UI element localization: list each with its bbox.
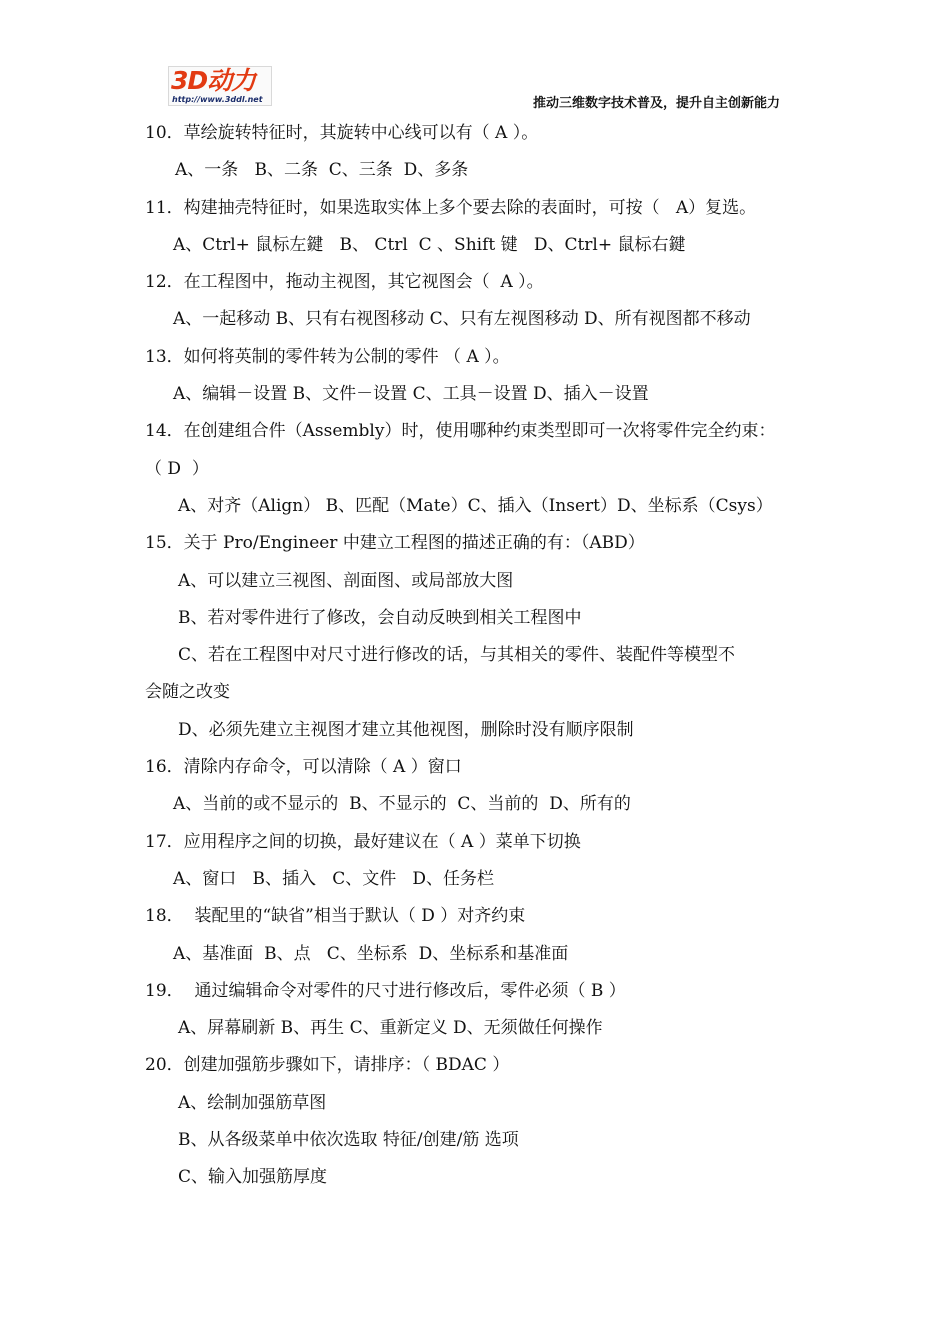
question-line: 10．草绘旋转特征时，其旋转中心线可以有（ A ）。 [145,123,539,143]
question-line: 18． 装配里的“缺省”相当于默认（ D ）对齐约束 [145,906,526,927]
option-line: A、对齐（Align） B、匹配（Mate）C、插入（Insert）D、坐标系（Csys） [178,495,773,516]
question-line: 会随之改变 [145,682,230,703]
question-line: 19． 通过编辑命令对零件的尺寸进行修改后，零件必须（ B ） [145,980,626,1001]
question-line: 12．在工程图中，拖动主视图，其它视图会（ A ）。 [145,272,544,293]
option-line: A、Ctrl+ 鼠标左鍵 B、 Ctrl C 、Shift 键 D、Ctrl+ 鼠标右鍵 [173,234,686,255]
option-line: B、若对零件进行了修改，会自动反映到相关工程图中 [178,607,582,628]
option-line: A、基准面 B、点 C、坐标系 D、坐标系和基准面 [173,943,569,964]
question-line: （ D ） [145,458,209,479]
option-line: A、窗口 B、插入 C、文件 D、任务栏 [173,868,495,889]
question-line: 15．关于 Pro/Engineer 中建立工程图的描述正确的有：（ABD） [145,533,645,554]
option-line: B、从各级菜单中依次选取 特征/创建/筋 选项 [178,1130,519,1151]
question-line: 16．清除内存命令，可以清除（ A ）窗口 [145,757,462,778]
document-body [145,115,815,1197]
question-line: 11．构建抽壳特征时，如果选取实体上多个要去除的表面时，可按（ A）复选。 [145,197,757,218]
option-line: C、输入加强筋厚度 [178,1167,328,1188]
logo-brand: 3D动力 [171,66,256,95]
question-line: 13．如何将英制的零件转为公制的零件 （ A ）。 [145,346,510,367]
logo [168,66,272,106]
option-line: C、若在工程图中对尺寸进行修改的话，与其相关的零件、装配件等模型不 [178,645,736,666]
question-line: 14．在创建组合件（Assembly）时，使用哪种约束类型即可一次将零件完全约束： [145,421,776,442]
option-line: A、绘制加强筋草图 [178,1092,327,1113]
option-line: D、必须先建立主视图才建立其他视图，删除时没有顺序限制 [178,719,634,740]
option-line: A、一起移动 B、只有右视图移动 C、只有左视图移动 D、所有视图都不移动 [173,309,751,330]
option-line: A、编辑－设置 B、文件－设置 C、工具－设置 D、插入－设置 [173,384,649,405]
header-slogan: 推动三维数字技术普及，提升自主创新能力 [532,96,780,111]
option-line: A、屏幕刷新 B、再生 C、重新定义 D、无须做任何操作 [178,1018,603,1039]
question-line: 17．应用程序之间的切换，最好建议在（ A ）菜单下切换 [145,831,581,852]
option-line: A、一条 B、二条 C、三条 D、多条 [175,160,469,181]
logo-url: http://www.3ddl.net [172,95,263,104]
option-line: A、可以建立三视图、剖面图、或局部放大图 [178,570,514,591]
option-line: A、当前的或不显示的 B、不显示的 C、当前的 D、所有的 [173,794,631,815]
question-line: 20．创建加强筋步骤如下，请排序：（ BDAC ） [145,1055,510,1076]
